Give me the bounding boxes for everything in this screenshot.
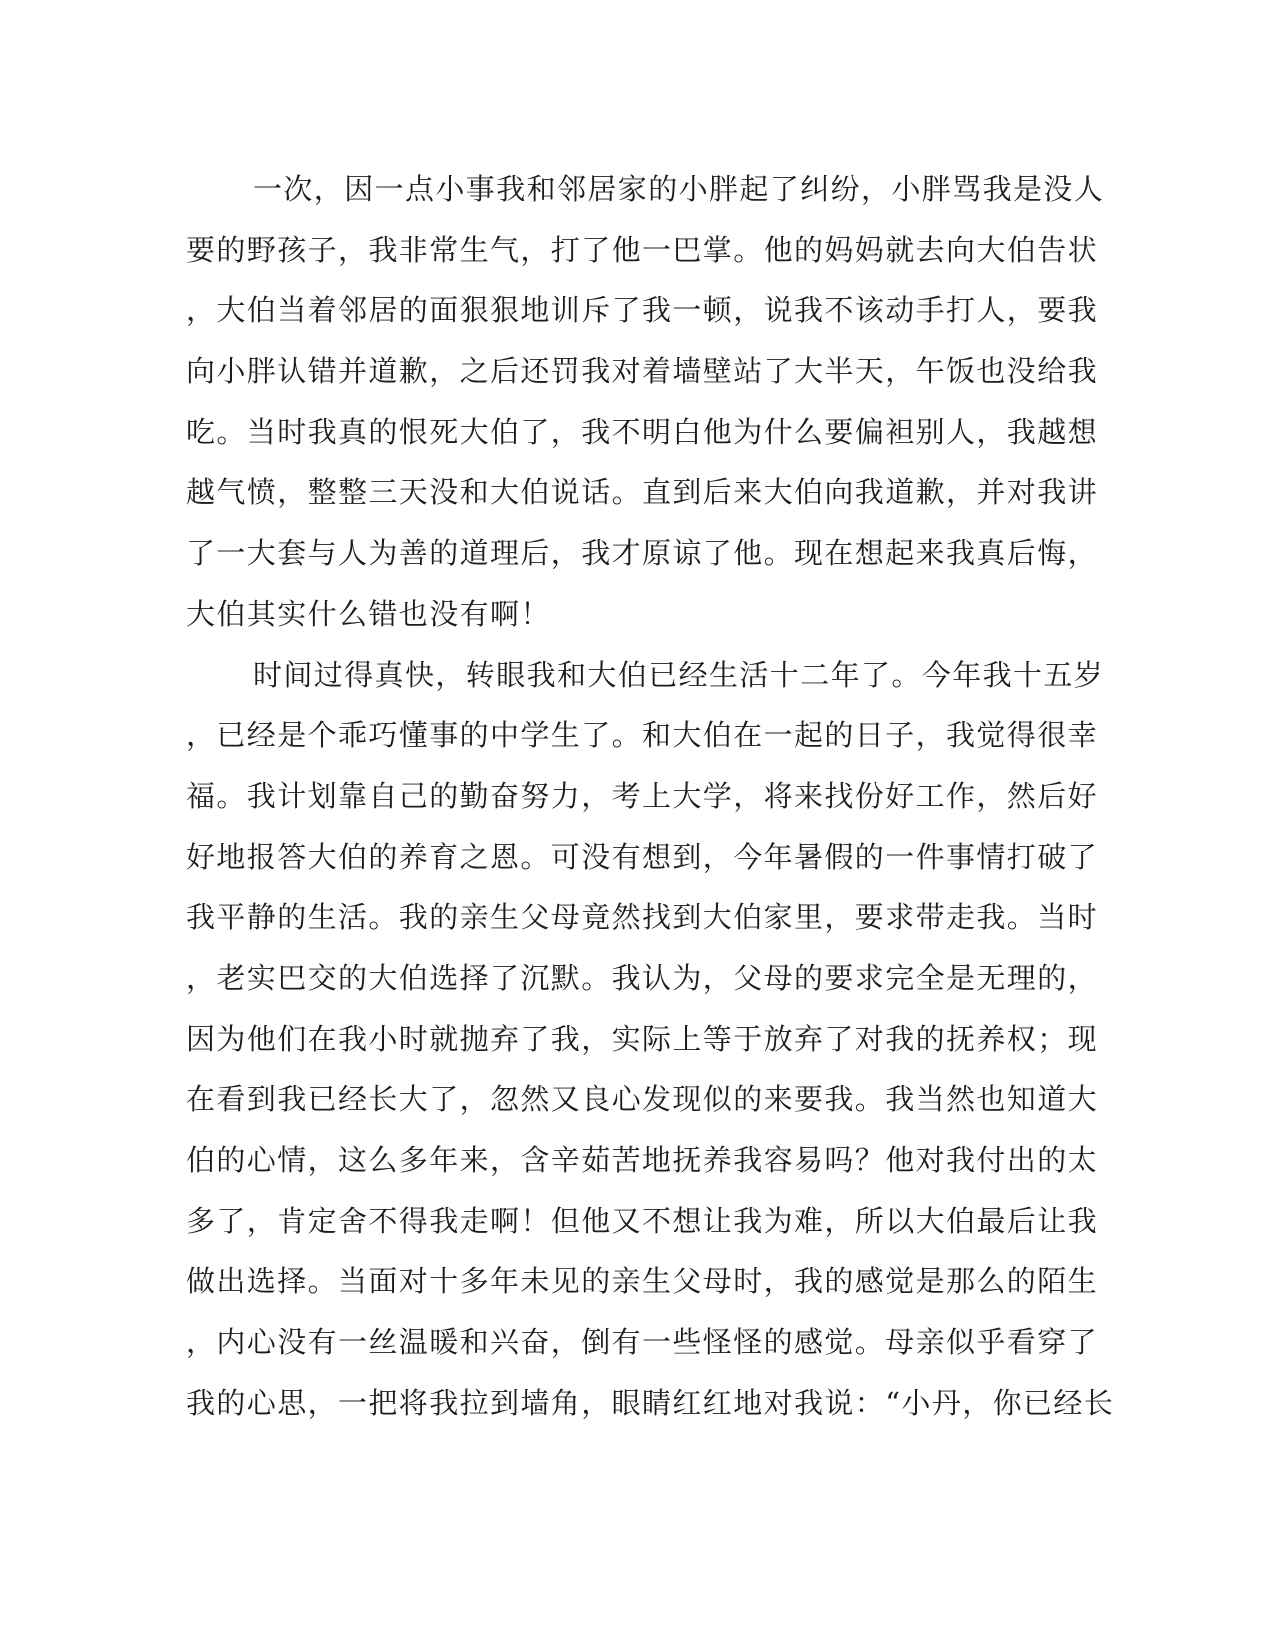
text-line: 越气愤，整整三天没和大伯说话。直到后来大伯向我道歉，并对我讲: [186, 475, 1099, 510]
text-line: 多了，肯定舍不得我走啊！但他又不想让我为难，所以大伯最后让我: [186, 1203, 1099, 1238]
text-line: 大伯其实什么错也没有啊！: [186, 596, 551, 631]
text-line: 因为他们在我小时就抛弃了我，实际上等于放弃了对我的抚养权；现: [186, 1021, 1099, 1056]
text-line: 做出选择。当面对十多年未见的亲生父母时，我的感觉是那么的陌生: [186, 1264, 1099, 1299]
text-line: 时间过得真快，转眼我和大伯已经生活十二年了。今年我十五岁: [253, 657, 1105, 692]
body-text: [186, 159, 1115, 1433]
text-line: 在看到我已经长大了，忽然又良心发现似的来要我。我当然也知道大: [186, 1082, 1099, 1117]
text-line: 我平静的生活。我的亲生父母竟然找到大伯家里，要求带走我。当时: [186, 900, 1099, 935]
text-line: 了一大套与人为善的道理后，我才原谅了他。现在想起来我真后悔，: [186, 536, 1099, 571]
text-line: ，大伯当着邻居的面狠狠地训斥了我一顿，说我不该动手打人，要我: [186, 293, 1099, 328]
text-line: 向小胖认错并道歉，之后还罚我对着墙壁站了大半天，午饭也没给我: [186, 354, 1099, 389]
text-line: ，老实巴交的大伯选择了沉默。我认为，父母的要求完全是无理的，: [186, 960, 1099, 995]
text-line: ，内心没有一丝温暖和兴奋，倒有一些怪怪的感觉。母亲似乎看穿了: [186, 1325, 1099, 1360]
text-line: 福。我计划靠自己的勤奋努力，考上大学，将来找份好工作，然后好: [186, 778, 1099, 813]
paragraph-2: [186, 645, 1115, 1434]
text-line: 伯的心情，这么多年来，含辛茹苦地抚养我容易吗？他对我付出的太: [186, 1143, 1099, 1177]
text-line: 我的心思，一把将我拉到墙角，眼睛红红地对我说：“小丹，你已经长: [186, 1385, 1115, 1420]
paragraph-1: [186, 159, 1105, 645]
text-line: 要的野孩子，我非常生气，打了他一巴掌。他的妈妈就去向大伯告状: [186, 232, 1099, 267]
text-line: 吃。当时我真的恨死大伯了，我不明白他为什么要偏袒别人，我越想: [186, 414, 1099, 449]
text-line: 好地报答大伯的养育之恩。可没有想到，今年暑假的一件事情打破了: [186, 839, 1099, 874]
text-line: ，已经是个乖巧懂事的中学生了。和大伯在一起的日子，我觉得很幸: [186, 718, 1099, 753]
text-line: 一次，因一点小事我和邻居家的小胖起了纠纷，小胖骂我是没人: [253, 172, 1105, 206]
